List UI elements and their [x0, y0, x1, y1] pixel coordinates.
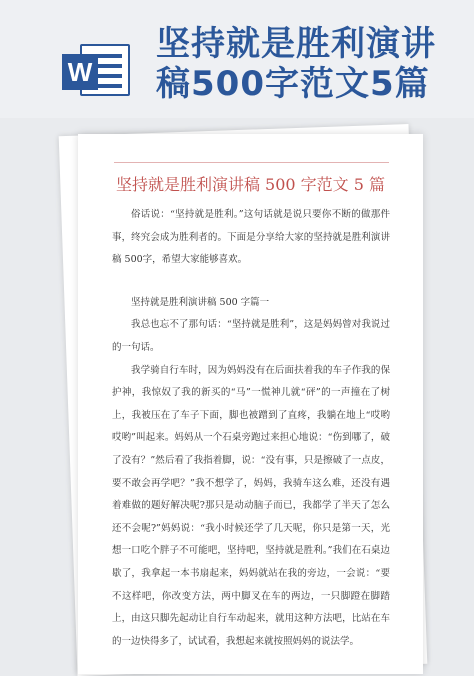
document-title: 坚持就是胜利演讲稿 500 字范文 5 篇	[115, 175, 386, 194]
page-title	[156, 24, 456, 104]
document-body	[112, 204, 390, 653]
page-title-line-1: 坚持就是胜利演讲	[156, 24, 436, 64]
header-rule	[114, 162, 389, 163]
document-page	[78, 134, 423, 674]
word-icon-letter: W	[62, 54, 98, 90]
header-banner	[0, 0, 474, 118]
word-document-icon	[62, 40, 132, 100]
page-title-line-2: 稿500字范文5篇	[156, 64, 430, 104]
paragraph-opening: 我总也忘不了那句话：“坚持就是胜利”，这是妈妈曾对我说过的一句话。	[112, 319, 390, 353]
paragraph-intro: 俗话说：“坚持就是胜利。”这句话就是说只要你不断的做那件事，终究会成为胜利者的。下面是分享给大家的坚持就是胜利演讲稿 500字，希望大家能够喜欢。	[112, 209, 390, 266]
paragraph-story: 我学骑自行车时，因为妈妈没有在后面扶着我的车子作我的保护神，我惊奴了我的新买的“马”一慌神儿就“砰”的一声撞在了树上，我被压在了车子下面，脚也被蹭到了直疼，我躺在地上“哎哟哎哟”叫起来。妈妈从一个石桌旁跑过来担心地说：“伤到哪了，破了没有？”然后看了我指着脚，说：“没有事，只是擦破了一点皮，要不敢会再学吧？”我不想学了，妈妈，我骑车这么难，还没有遇着难做的题好解决呢?那只是动动脑子而已，我都学了半天了怎么还不会呢?”妈妈说：“我小时候还学了几天呢，你只是第一天，光想一口吃个胖子不可能吧，坚持吧，坚持就是胜利。”我们在石桌边歇了，我拿起一本书扇起来，妈妈就站在我的旁边，一会说：“要不这样吧，你改变方法，两中脚叉在车的两边，一只脚蹬在脚踏上，由这只脚先起动让自行车动起来，就用这种方法吧，比站在车的一边快得多了，试试看，我想起来就按照妈妈的说法学。	[112, 364, 390, 647]
section-heading: 坚持就是胜利演讲稿 500 字篇一	[131, 296, 270, 308]
